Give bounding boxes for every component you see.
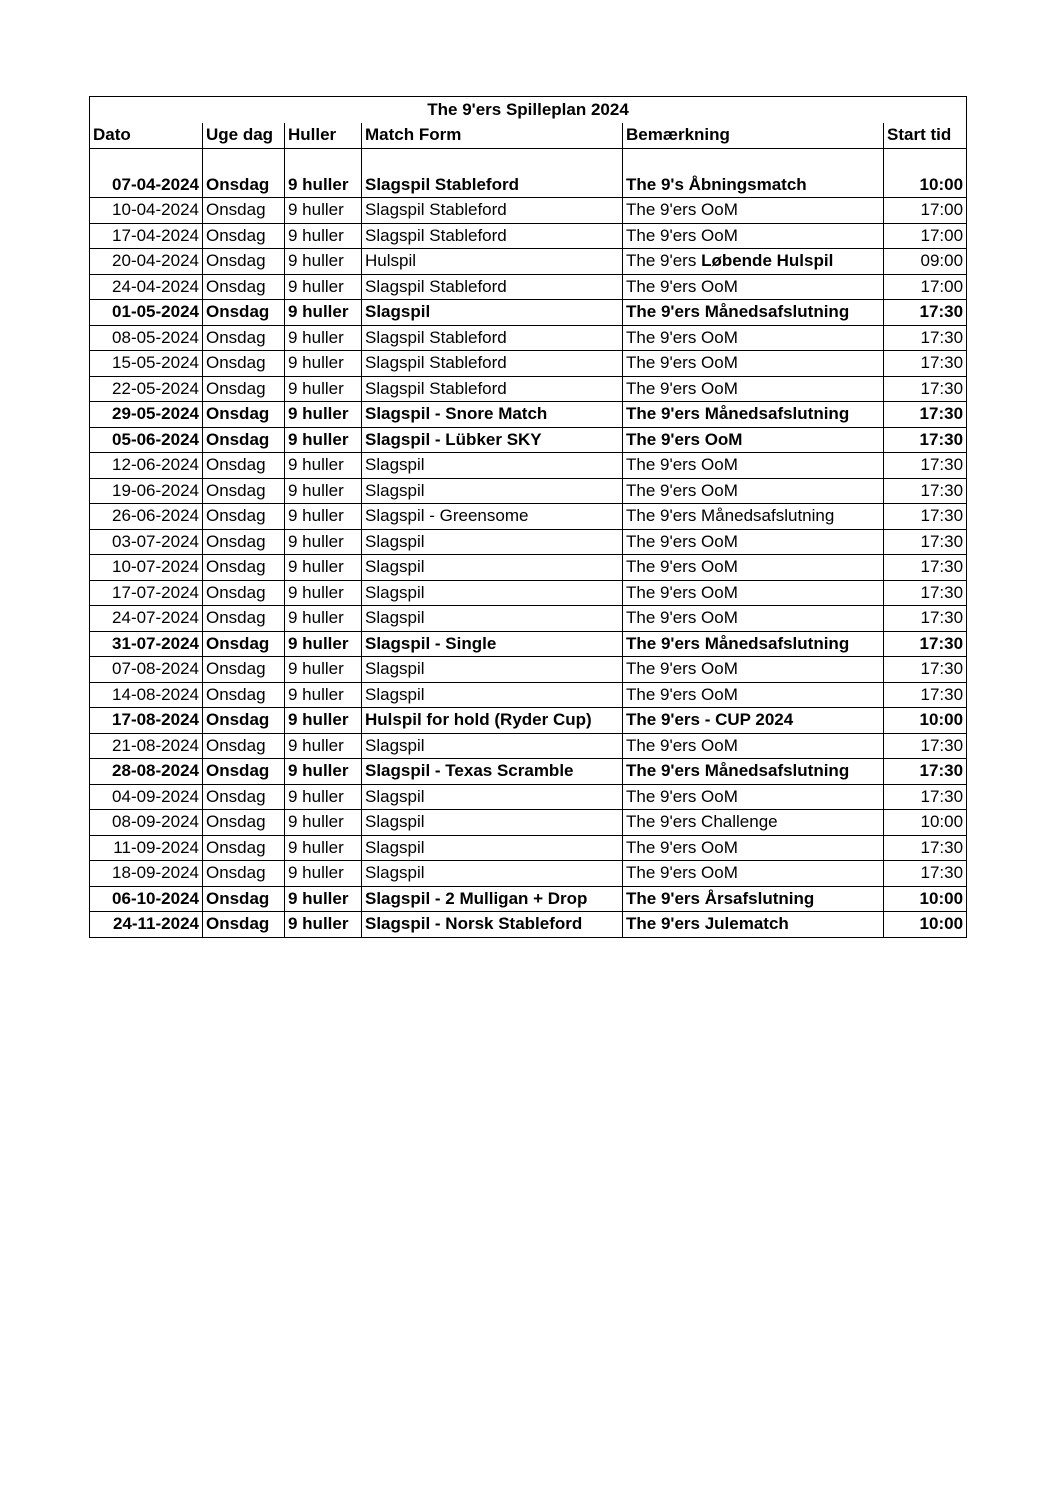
match-form-cell: Slagspil xyxy=(362,300,623,326)
note-cell: The 9'ers Månedsafslutning xyxy=(623,504,884,530)
note-cell: The 9'ers OoM xyxy=(623,325,884,351)
match-form-cell: Slagspil xyxy=(362,733,623,759)
date-cell: 03-07-2024 xyxy=(90,529,203,555)
holes-cell: 9 huller xyxy=(285,810,362,836)
table-row xyxy=(90,810,967,836)
weekday-cell: Onsdag xyxy=(203,733,285,759)
note-emphasis: Løbende Hulspil xyxy=(701,251,834,271)
date-cell: 31-07-2024 xyxy=(90,631,203,657)
holes-cell: 9 huller xyxy=(285,198,362,224)
weekday-cell: Onsdag xyxy=(203,376,285,402)
table-row xyxy=(90,606,967,632)
weekday-cell: Onsdag xyxy=(203,427,285,453)
column-header-start-tid: Start tid xyxy=(884,123,967,148)
holes-cell: 9 huller xyxy=(285,606,362,632)
match-form-cell: Slagspil - Lübker SKY xyxy=(362,427,623,453)
match-form-cell: Slagspil Stableford xyxy=(362,223,623,249)
match-form-cell: Slagspil xyxy=(362,784,623,810)
date-cell: 08-09-2024 xyxy=(90,810,203,836)
weekday-cell: Onsdag xyxy=(203,402,285,428)
table-row xyxy=(90,580,967,606)
holes-cell: 9 huller xyxy=(285,555,362,581)
weekday-cell: Onsdag xyxy=(203,606,285,632)
weekday-cell: Onsdag xyxy=(203,249,285,275)
start-time-cell: 09:00 xyxy=(884,249,967,275)
start-time-cell: 10:00 xyxy=(884,912,967,938)
note-cell: The 9'ers OoM xyxy=(623,682,884,708)
table-row xyxy=(90,274,967,300)
holes-cell: 9 huller xyxy=(285,759,362,785)
start-time-cell: 17:30 xyxy=(884,555,967,581)
note-prefix: The 9'ers xyxy=(626,251,702,271)
start-time-cell: 17:30 xyxy=(884,733,967,759)
match-form-cell: Slagspil xyxy=(362,835,623,861)
holes-cell: 9 huller xyxy=(285,427,362,453)
holes-cell: 9 huller xyxy=(285,682,362,708)
match-form-cell: Slagspil Stableford xyxy=(362,351,623,377)
match-form-cell: Hulspil xyxy=(362,249,623,275)
match-form-cell: Slagspil Stableford xyxy=(362,376,623,402)
holes-cell: 9 huller xyxy=(285,325,362,351)
title-row xyxy=(90,97,967,124)
start-time-cell: 17:00 xyxy=(884,274,967,300)
start-time-cell: 17:30 xyxy=(884,453,967,479)
note-cell: The 9'ers OoM xyxy=(623,453,884,479)
blank-cell xyxy=(623,148,884,173)
start-time-cell: 17:30 xyxy=(884,784,967,810)
schedule-table xyxy=(89,96,967,938)
date-cell: 01-05-2024 xyxy=(90,300,203,326)
match-form-cell: Slagspil - Norsk Stableford xyxy=(362,912,623,938)
weekday-cell: Onsdag xyxy=(203,682,285,708)
note-cell: The 9'ers OoM xyxy=(623,580,884,606)
weekday-cell: Onsdag xyxy=(203,759,285,785)
date-cell: 15-05-2024 xyxy=(90,351,203,377)
date-cell: 29-05-2024 xyxy=(90,402,203,428)
note-cell: The 9'ers OoM xyxy=(623,784,884,810)
start-time-cell: 17:30 xyxy=(884,300,967,326)
match-form-cell: Slagspil - Snore Match xyxy=(362,402,623,428)
note-cell: The 9'ers Månedsafslutning xyxy=(623,631,884,657)
start-time-cell: 17:30 xyxy=(884,861,967,887)
holes-cell: 9 huller xyxy=(285,733,362,759)
date-cell: 17-08-2024 xyxy=(90,708,203,734)
note-cell: The 9'ers Månedsafslutning xyxy=(623,300,884,326)
date-cell: 22-05-2024 xyxy=(90,376,203,402)
match-form-cell: Slagspil xyxy=(362,580,623,606)
date-cell: 24-11-2024 xyxy=(90,912,203,938)
column-header-match-form: Match Form xyxy=(362,123,623,148)
holes-cell: 9 huller xyxy=(285,580,362,606)
start-time-cell: 17:30 xyxy=(884,325,967,351)
date-cell: 14-08-2024 xyxy=(90,682,203,708)
note-cell: The 9'ers OoM xyxy=(623,478,884,504)
weekday-cell: Onsdag xyxy=(203,325,285,351)
table-row xyxy=(90,886,967,912)
table-row xyxy=(90,402,967,428)
note-cell: The 9'ers - CUP 2024 xyxy=(623,708,884,734)
start-time-cell: 17:30 xyxy=(884,529,967,555)
blank-cell xyxy=(203,148,285,173)
date-cell: 28-08-2024 xyxy=(90,759,203,785)
start-time-cell: 10:00 xyxy=(884,810,967,836)
note-cell: The 9'ers OoM xyxy=(623,606,884,632)
start-time-cell: 17:30 xyxy=(884,606,967,632)
date-cell: 19-06-2024 xyxy=(90,478,203,504)
start-time-cell: 17:30 xyxy=(884,835,967,861)
start-time-cell: 17:30 xyxy=(884,657,967,683)
date-cell: 06-10-2024 xyxy=(90,886,203,912)
date-cell: 20-04-2024 xyxy=(90,249,203,275)
match-form-cell: Slagspil - Single xyxy=(362,631,623,657)
note-cell: The 9'ers Challenge xyxy=(623,810,884,836)
weekday-cell: Onsdag xyxy=(203,529,285,555)
weekday-cell: Onsdag xyxy=(203,708,285,734)
weekday-cell: Onsdag xyxy=(203,657,285,683)
weekday-cell: Onsdag xyxy=(203,835,285,861)
note-cell: The 9's Åbningsmatch xyxy=(623,173,884,198)
match-form-cell: Slagspil Stableford xyxy=(362,274,623,300)
table-row xyxy=(90,325,967,351)
blank-cell xyxy=(285,148,362,173)
note-cell: The 9'ers OoM xyxy=(623,835,884,861)
match-form-cell: Slagspil Stableford xyxy=(362,198,623,224)
date-cell: 18-09-2024 xyxy=(90,861,203,887)
column-header-uge-dag: Uge dag xyxy=(203,123,285,148)
note-cell: The 9'ers Månedsafslutning xyxy=(623,759,884,785)
weekday-cell: Onsdag xyxy=(203,504,285,530)
table-row xyxy=(90,529,967,555)
holes-cell: 9 huller xyxy=(285,173,362,198)
match-form-cell: Slagspil Stableford xyxy=(362,173,623,198)
start-time-cell: 10:00 xyxy=(884,708,967,734)
date-cell: 24-07-2024 xyxy=(90,606,203,632)
note-cell: The 9'ers Årsafslutning xyxy=(623,886,884,912)
weekday-cell: Onsdag xyxy=(203,886,285,912)
start-time-cell: 17:30 xyxy=(884,580,967,606)
weekday-cell: Onsdag xyxy=(203,223,285,249)
holes-cell: 9 huller xyxy=(285,835,362,861)
blank-row xyxy=(90,148,967,173)
match-form-cell: Slagspil Stableford xyxy=(362,325,623,351)
date-cell: 08-05-2024 xyxy=(90,325,203,351)
table-row xyxy=(90,249,967,275)
blank-cell xyxy=(884,148,967,173)
match-form-cell: Slagspil xyxy=(362,555,623,581)
holes-cell: 9 huller xyxy=(285,504,362,530)
table-row xyxy=(90,631,967,657)
start-time-cell: 17:30 xyxy=(884,478,967,504)
table-row xyxy=(90,733,967,759)
table-row xyxy=(90,759,967,785)
weekday-cell: Onsdag xyxy=(203,580,285,606)
note-cell: The 9'ers Månedsafslutning xyxy=(623,402,884,428)
holes-cell: 9 huller xyxy=(285,223,362,249)
holes-cell: 9 huller xyxy=(285,631,362,657)
table-row xyxy=(90,784,967,810)
start-time-cell: 17:30 xyxy=(884,376,967,402)
note-cell: The 9'ers OoM xyxy=(623,657,884,683)
start-time-cell: 17:30 xyxy=(884,351,967,377)
table-row xyxy=(90,504,967,530)
match-form-cell: Slagspil xyxy=(362,657,623,683)
holes-cell: 9 huller xyxy=(285,478,362,504)
start-time-cell: 10:00 xyxy=(884,886,967,912)
table-row xyxy=(90,682,967,708)
table-row xyxy=(90,478,967,504)
holes-cell: 9 huller xyxy=(285,784,362,810)
weekday-cell: Onsdag xyxy=(203,912,285,938)
start-time-cell: 17:30 xyxy=(884,631,967,657)
blank-cell xyxy=(90,148,203,173)
holes-cell: 9 huller xyxy=(285,402,362,428)
start-time-cell: 17:00 xyxy=(884,223,967,249)
note-cell: The 9'ers OoM xyxy=(623,376,884,402)
note-cell: The 9'ers OoM xyxy=(623,861,884,887)
match-form-cell: Slagspil - Greensome xyxy=(362,504,623,530)
holes-cell: 9 huller xyxy=(285,708,362,734)
weekday-cell: Onsdag xyxy=(203,198,285,224)
date-cell: 05-06-2024 xyxy=(90,427,203,453)
holes-cell: 9 huller xyxy=(285,861,362,887)
holes-cell: 9 huller xyxy=(285,886,362,912)
note-cell: The 9'ers OoM xyxy=(623,198,884,224)
match-form-cell: Slagspil xyxy=(362,810,623,836)
start-time-cell: 17:30 xyxy=(884,402,967,428)
page-title: The 9'ers Spilleplan 2024 xyxy=(90,97,967,124)
note-cell: The 9'ers OoM xyxy=(623,351,884,377)
weekday-cell: Onsdag xyxy=(203,555,285,581)
date-cell: 24-04-2024 xyxy=(90,274,203,300)
holes-cell: 9 huller xyxy=(285,912,362,938)
weekday-cell: Onsdag xyxy=(203,861,285,887)
date-cell: 07-04-2024 xyxy=(90,173,203,198)
match-form-cell: Slagspil xyxy=(362,861,623,887)
match-form-cell: Slagspil xyxy=(362,529,623,555)
holes-cell: 9 huller xyxy=(285,453,362,479)
note-cell: The 9'ers OoM xyxy=(623,733,884,759)
holes-cell: 9 huller xyxy=(285,351,362,377)
weekday-cell: Onsdag xyxy=(203,784,285,810)
table-row xyxy=(90,912,967,938)
start-time-cell: 17:30 xyxy=(884,427,967,453)
weekday-cell: Onsdag xyxy=(203,351,285,377)
table-row xyxy=(90,351,967,377)
match-form-cell: Slagspil xyxy=(362,478,623,504)
table-row xyxy=(90,861,967,887)
weekday-cell: Onsdag xyxy=(203,631,285,657)
column-header-huller: Huller xyxy=(285,123,362,148)
holes-cell: 9 huller xyxy=(285,249,362,275)
date-cell: 11-09-2024 xyxy=(90,835,203,861)
date-cell: 26-06-2024 xyxy=(90,504,203,530)
date-cell: 21-08-2024 xyxy=(90,733,203,759)
start-time-cell: 17:00 xyxy=(884,198,967,224)
match-form-cell: Slagspil xyxy=(362,606,623,632)
match-form-cell: Slagspil - 2 Mulligan + Drop xyxy=(362,886,623,912)
note-cell: The 9'ers OoM xyxy=(623,223,884,249)
date-cell: 10-07-2024 xyxy=(90,555,203,581)
header-row xyxy=(90,123,967,148)
weekday-cell: Onsdag xyxy=(203,453,285,479)
note-cell: The 9'ers Julematch xyxy=(623,912,884,938)
table-row xyxy=(90,453,967,479)
start-time-cell: 17:30 xyxy=(884,504,967,530)
table-row xyxy=(90,300,967,326)
start-time-cell: 17:30 xyxy=(884,759,967,785)
table-row xyxy=(90,555,967,581)
holes-cell: 9 huller xyxy=(285,529,362,555)
date-cell: 07-08-2024 xyxy=(90,657,203,683)
table-row xyxy=(90,223,967,249)
date-cell: 12-06-2024 xyxy=(90,453,203,479)
date-cell: 17-07-2024 xyxy=(90,580,203,606)
weekday-cell: Onsdag xyxy=(203,173,285,198)
holes-cell: 9 huller xyxy=(285,274,362,300)
holes-cell: 9 huller xyxy=(285,300,362,326)
weekday-cell: Onsdag xyxy=(203,300,285,326)
match-form-cell: Hulspil for hold (Ryder Cup) xyxy=(362,708,623,734)
table-row xyxy=(90,708,967,734)
weekday-cell: Onsdag xyxy=(203,810,285,836)
start-time-cell: 17:30 xyxy=(884,682,967,708)
table-row xyxy=(90,427,967,453)
note-cell: The 9'ers OoM xyxy=(623,529,884,555)
table-row xyxy=(90,173,967,198)
date-cell: 04-09-2024 xyxy=(90,784,203,810)
column-header-dato: Dato xyxy=(90,123,203,148)
start-time-cell: 10:00 xyxy=(884,173,967,198)
holes-cell: 9 huller xyxy=(285,376,362,402)
table-row xyxy=(90,835,967,861)
table-row xyxy=(90,376,967,402)
blank-cell xyxy=(362,148,623,173)
match-form-cell: Slagspil xyxy=(362,682,623,708)
holes-cell: 9 huller xyxy=(285,657,362,683)
date-cell: 10-04-2024 xyxy=(90,198,203,224)
table-row xyxy=(90,657,967,683)
note-cell: The 9'ers OoM xyxy=(623,427,884,453)
match-form-cell: Slagspil xyxy=(362,453,623,479)
table-row xyxy=(90,198,967,224)
weekday-cell: Onsdag xyxy=(203,274,285,300)
column-header-bemaerkning: Bemærkning xyxy=(623,123,884,148)
weekday-cell: Onsdag xyxy=(203,478,285,504)
match-form-cell: Slagspil - Texas Scramble xyxy=(362,759,623,785)
note-cell: The 9'ers OoM xyxy=(623,274,884,300)
note-cell: The 9'ers OoM xyxy=(623,555,884,581)
note-cell xyxy=(623,249,884,275)
date-cell: 17-04-2024 xyxy=(90,223,203,249)
